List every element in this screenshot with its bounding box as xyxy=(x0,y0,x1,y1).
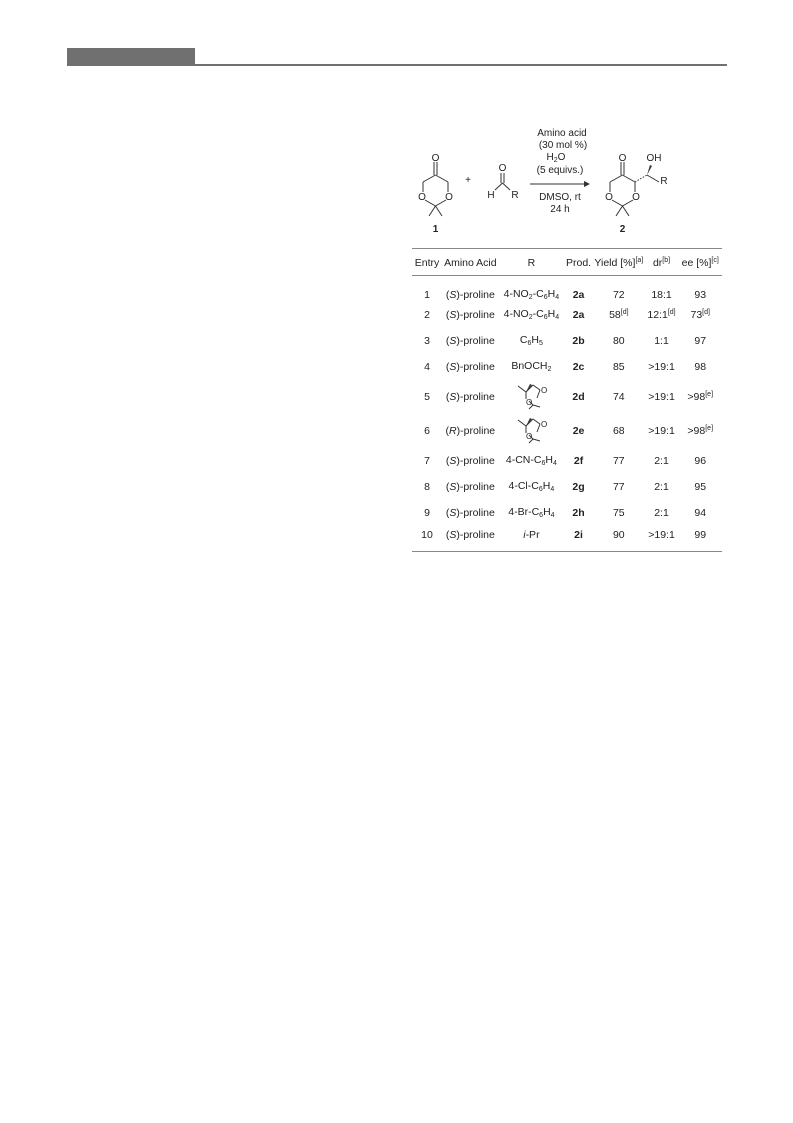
cell-amino-acid: (S)-proline xyxy=(445,480,495,493)
cell-product: 2d xyxy=(572,390,585,403)
table-row xyxy=(412,276,722,302)
cell-amino-acid: (S)-proline xyxy=(445,308,495,321)
cell-entry: 3 xyxy=(424,334,430,347)
cell-r-group: $4-CN-C_6H_4$ xyxy=(505,454,557,467)
cell-entry: 2 xyxy=(424,308,430,321)
cell-dr: 2:1 xyxy=(654,480,669,493)
cell-ee: 99 xyxy=(678,526,722,552)
reaction-arrowhead xyxy=(584,181,590,187)
compound-1-structure xyxy=(423,162,448,216)
table-row xyxy=(412,414,722,448)
col-prod-header: Prod. xyxy=(564,249,593,276)
cell-dr: >19:1 xyxy=(648,390,675,403)
svg-text:O: O xyxy=(526,432,533,441)
cell-ee: 93 xyxy=(694,288,707,301)
cell-yield: 75 xyxy=(612,506,625,519)
header-rule xyxy=(195,64,727,66)
reaction-scheme-drawing xyxy=(412,120,722,240)
cell-dr: >19:1 xyxy=(645,526,679,552)
acetonide-ring-structure xyxy=(513,414,549,444)
cell-ee: >98[e] xyxy=(687,424,714,437)
cell-dr: 18:1 xyxy=(651,288,672,301)
compound-2-carbonyl-o: O xyxy=(618,153,627,164)
reagent-line1: Amino acid xyxy=(537,128,587,139)
cell-r-group: BnOCH$_2$ xyxy=(511,360,552,373)
cell-dr: 2:1 xyxy=(654,506,669,519)
compound-1-ring-o-right: O xyxy=(445,192,453,203)
aldehyde-structure xyxy=(495,173,510,190)
cell-amino-acid: (R)-proline xyxy=(445,424,496,437)
col-amino-acid-header: Amino Acid xyxy=(442,249,499,276)
cell-r-group: $4-Cl-C_6H_4$ xyxy=(508,480,555,493)
table-body xyxy=(412,276,722,552)
col-dr-header: dr[b] xyxy=(645,249,679,276)
compound-1-label: 1 xyxy=(432,224,439,235)
reagent-line4: (5 equivs.) xyxy=(536,165,584,176)
cell-r-group: $4-NO_2-C_6H_4$ xyxy=(503,308,560,321)
cell-r-group: i-Pr xyxy=(499,526,564,552)
compound-2-structure xyxy=(610,162,659,216)
results-table-container xyxy=(412,248,722,552)
cell-entry: 1 xyxy=(424,288,430,301)
reagent-line3: $H_2O$ xyxy=(546,152,566,164)
cell-amino-acid: (S)-proline xyxy=(445,390,495,403)
cell-entry: 5 xyxy=(424,390,430,403)
compound-2-oh: OH xyxy=(646,153,662,164)
cell-product: 2b xyxy=(572,334,585,347)
cell-ee: 94 xyxy=(694,506,707,519)
col-ee-header: ee [%][c] xyxy=(678,249,722,276)
reaction-scheme xyxy=(412,120,722,240)
cell-dr: 2:1 xyxy=(654,454,669,467)
acetonide-ring-structure xyxy=(513,380,549,410)
cell-dr: >19:1 xyxy=(648,360,675,373)
svg-text:O: O xyxy=(541,386,548,395)
cell-dr: 12:1[d] xyxy=(647,308,676,321)
table-row xyxy=(412,328,722,354)
cell-r-group: $4-NO_2-C_6H_4$ xyxy=(503,288,560,302)
table-header-row xyxy=(412,249,722,276)
condition-line2: 24 h xyxy=(550,204,570,215)
cell-r-group xyxy=(499,414,564,448)
compound-2-label: 2 xyxy=(619,224,626,235)
cell-amino-acid: (S)-proline xyxy=(445,288,495,301)
table-row xyxy=(412,302,722,328)
aldehyde-h: H xyxy=(487,190,495,201)
cell-amino-acid: (S)-proline xyxy=(445,360,495,373)
table-row xyxy=(412,380,722,414)
cell-amino-acid: (S)-proline xyxy=(445,506,495,519)
cell-product: 2a xyxy=(572,308,585,321)
cell-amino-acid: (S)-proline xyxy=(445,334,495,347)
table-row xyxy=(412,526,722,552)
cell-product: 2c xyxy=(572,360,585,373)
table-row xyxy=(412,354,722,380)
cell-yield: 80 xyxy=(612,334,625,347)
cell-yield: 74 xyxy=(612,390,625,403)
cell-yield: 58[d] xyxy=(609,308,629,321)
table-row xyxy=(412,474,722,500)
svg-text:O: O xyxy=(541,420,548,429)
cell-dr: 1:1 xyxy=(654,334,669,347)
compound-2-r: R xyxy=(660,176,668,187)
col-r-header: R xyxy=(499,249,564,276)
compound-2-wedge-bond xyxy=(647,165,652,175)
cell-entry: 10 xyxy=(412,526,442,552)
cell-entry: 9 xyxy=(424,506,430,519)
cell-product: 2i xyxy=(564,526,593,552)
svg-text:O: O xyxy=(526,398,533,407)
compound-1-ring-o-left: O xyxy=(418,192,426,203)
compound-2-ring-o-left: O xyxy=(605,192,613,203)
plus-sign: + xyxy=(465,175,471,186)
aldehyde-o: O xyxy=(498,163,507,174)
cell-product: 2g xyxy=(572,480,585,493)
table-row xyxy=(412,448,722,474)
header-bar-block xyxy=(67,48,195,66)
cell-r-group xyxy=(499,380,564,414)
cell-entry: 7 xyxy=(424,454,430,467)
cell-product: 2a xyxy=(572,288,585,301)
cell-r-group: $4-Br-C_6H_4$ xyxy=(508,506,555,519)
cell-ee: 96 xyxy=(694,454,707,467)
table-row xyxy=(412,500,722,526)
cell-ee: 95 xyxy=(694,480,707,493)
cell-yield: 72 xyxy=(612,288,625,301)
cell-product: 2f xyxy=(573,454,584,467)
cell-amino-acid: (S)-proline xyxy=(442,526,499,552)
aldehyde-r: R xyxy=(511,190,519,201)
condition-line1: DMSO, rt xyxy=(539,192,581,203)
cell-entry: 8 xyxy=(424,480,430,493)
cell-ee: 98 xyxy=(694,360,707,373)
compound-2-ring-o-right: O xyxy=(632,192,640,203)
cell-yield: 68 xyxy=(612,424,625,437)
cell-product: 2h xyxy=(572,506,585,519)
results-table xyxy=(412,248,722,552)
cell-ee: >98[e] xyxy=(687,390,714,403)
compound-1-carbonyl-o: O xyxy=(431,153,440,164)
cell-yield: 77 xyxy=(612,480,625,493)
reagent-line2: (30 mol %) xyxy=(538,140,588,151)
col-yield-header: Yield [%][a] xyxy=(593,249,645,276)
cell-r-group: $C_6H_5$ xyxy=(519,334,543,347)
cell-entry: 4 xyxy=(424,360,430,373)
col-entry-header: Entry xyxy=(412,249,442,276)
cell-yield: 77 xyxy=(612,454,625,467)
cell-yield: 85 xyxy=(612,360,625,373)
cell-dr: >19:1 xyxy=(648,424,675,437)
cell-entry: 6 xyxy=(424,424,430,437)
cell-amino-acid: (S)-proline xyxy=(445,454,495,467)
cell-ee: 97 xyxy=(694,334,707,347)
cell-ee: 73[d] xyxy=(690,308,710,321)
cell-yield: 90 xyxy=(593,526,645,552)
cell-product: 2e xyxy=(572,424,585,437)
